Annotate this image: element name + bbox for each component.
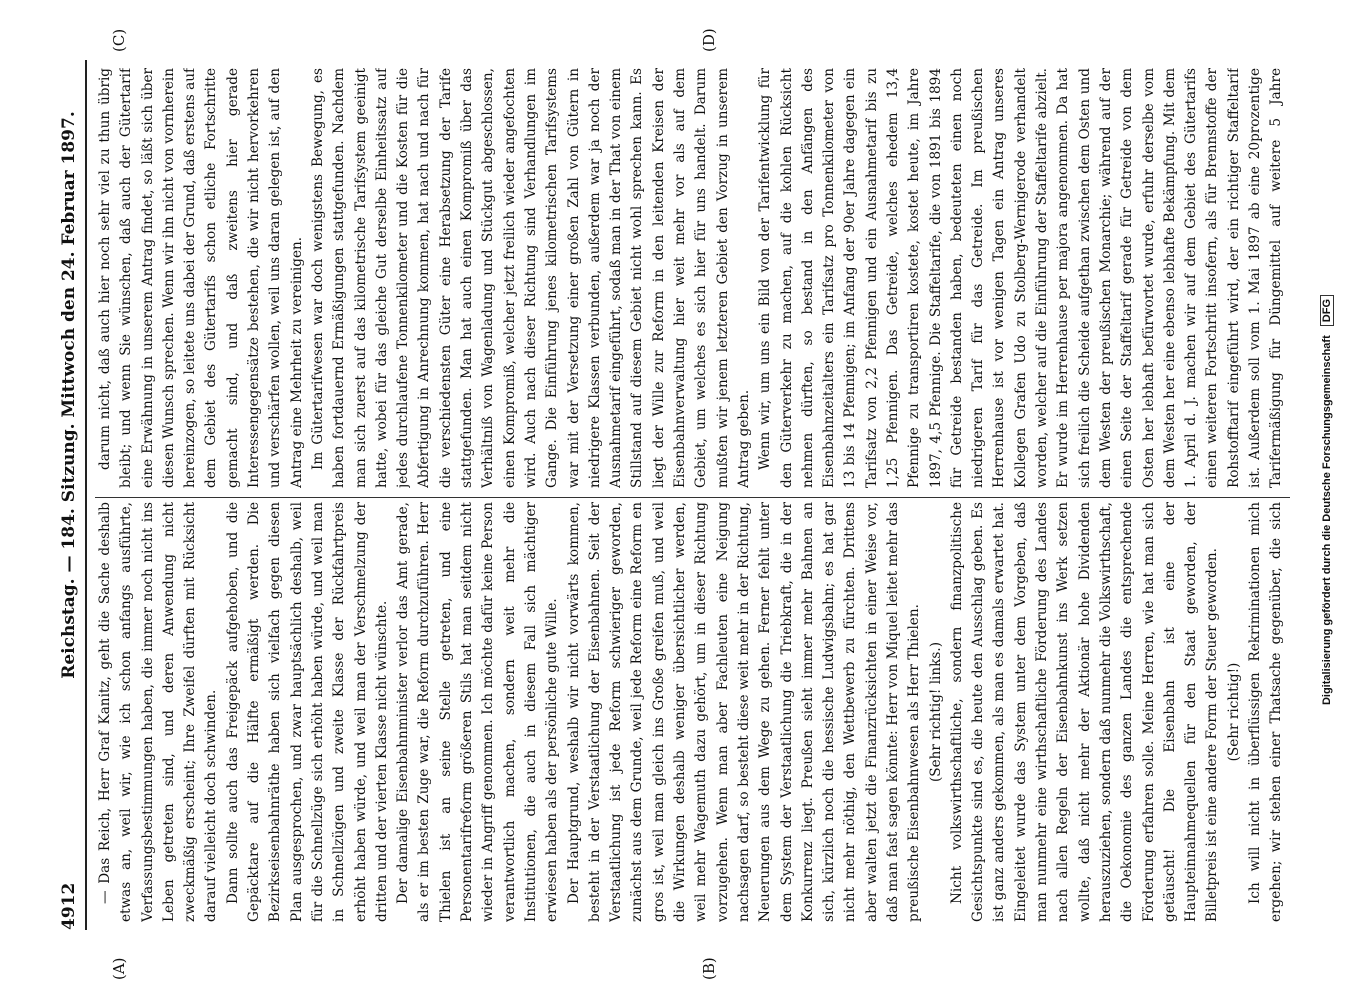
paragraph: Ich will nicht in überflüssigen Rekriminationen mich ergehen; wir stehen einer Thatsache gegenüber, die sich <box>1247 502 1285 922</box>
paragraph: darum nicht, daß auch hier noch sehr viel zu thun übrig bleibt; und wenn Sie wünschen, daß auch der Gütertarif eine Erwähnung in unserem Antrag findet, so läßt sich über diesen Wunsch sprechen. Wenn wir ihn nicht von vornherein hereinzogen, so leitete uns dabei der Grund, daß erstens auf dem Gebiet des Gütertarifs schon etliche Fortschritte gemacht sind, und daß zweitens hier gerade Interessengegensätze bestehen, die wir nicht hervorkehren und verschärfen wollen, weil uns daran gelegen ist, auf den Antrag eine Mehrheit zu vereinigen. <box>97 68 305 488</box>
dfg-logo: DFG <box>1320 295 1334 326</box>
digitization-credit <box>1320 0 1334 1000</box>
paragraph: Im Gütertarifwesen war doch wenigstens Bewegung, es haben fortdauernd Ermäßigungen stattgefunden. Nachdem man sich zuerst auf das kilometrische Tarifsystem geeinigt hatte, wobei für das gleiche Gut derselbe Einheitssatz auf jedes durchlaufene Tonnenkilometer und die Kosten für die Abfertigung in Anrechnung kommen, hat nach und nach für die verschiedensten Güter eine Herabsetzung der Tarife stattgefunden. Man hat auch einen Kompromiß über das Verhältniß von Wagenladung und Stückgut abgeschlossen, einen Kompromiß, welcher jetzt freilich wieder angefochten wird. Auch nach dieser Richtung sind Verhandlungen im Gange. Die Einführung jenes kilometrischen Tarifsystems war mit der Versetzung einer großen Zahl von Gütern in niedrigere Klassen verbunden, außerdem war ja noch der Ausnahmetarif eingeführt, sodaß man in der That von einem Stillstand auf diesem Gebiet nicht wohl sprechen kann. Es liegt der Wille zur Reform in den leitenden Kreisen der Eisenbahnverwaltung hier weit mehr vor als auf dem Gebiet, um welches es sich hier für uns handelt. Darum mußten wir jenem letzteren Gebiet den Vorzug in unserem Antrag geben. <box>309 68 752 488</box>
page-title: Reichstag. — 184. Sitzung. Mittwoch den 24. Februar 1897. <box>59 111 79 679</box>
left-column <box>95 502 1290 922</box>
interjection: (Sehr richtig!) <box>1225 662 1242 762</box>
margin-mark-c: (C) <box>110 28 128 52</box>
interjection: (Sehr richtig! links.) <box>927 641 944 783</box>
paragraph: Dann sollte auch das Freigepäck aufgehoben, und die Gepäcktare auf die Hälfte ermäßigt werden. Die Bezirkseisenbahnräthe haben sich vielfach gegen diesen Plan ausgesprochen, und zwar hauptsächlich deshalb, weil für die Schnellzüge sich erhöht haben würde, und weil man in Schnellzügen und zweite Klasse der Rückfahrtpreis erhöht haben würde, und weil man der Verschmelzung der dritten und der vierten Klasse nicht wünschte. <box>224 502 390 922</box>
margin-mark-d: (D) <box>700 28 718 52</box>
margin-mark-a: (A) <box>110 957 128 980</box>
margin-mark-b: (B) <box>700 957 718 980</box>
credit-text: Digitalisierung gefördert durch die Deutsche Forschungsgemeinschaft <box>1321 335 1333 706</box>
paragraph: Der damalige Eisenbahnminister verlor das Amt gerade, als er im besten Zuge war, die Reform durchzuführen. Herr Thielen ist an seine Stelle getreten, und eine Personentarifreform größeren Stils hat man seitdem nicht wieder in Angriff genommen. Ich möchte dafür keine Person verantwortlich machen, sondern weit mehr die Institutionen, die auch in diesem Fall sich mächtiger erwiesen haben als der persönliche gute Wille. <box>395 502 561 922</box>
paragraph: — Das Reich, Herr Graf Kanitz, geht die Sache deshalb etwas an, weil wir, wie ich schon anfangs ausführte, Verfassungsbestimmungen haben, die immer noch nicht ins Leben getreten sind, und deren Anwendung nicht zweckmäßig erscheint; Ihre Zweifel dürften mit Rücksicht darauf vielleicht doch schwinden. <box>97 502 220 922</box>
column-divider <box>95 497 1290 498</box>
page-header <box>55 60 87 930</box>
page-number: 4912 <box>59 882 79 930</box>
paragraph: Der Hauptgrund, weshalb wir nicht vorwärts kommen, besteht in der Verstaatlichung der Eisenbahnen. Seit der Verstaatlichung ist jede Reform schwieriger geworden, zunächst aus dem Grunde, weil jede Reform eine Reform en gros ist, weil man gleich ins Große greifen muß, und weil die Wirkungen deshalb weniger übersichtlicher werden, weil mehr Wagemuth dazu gehört, um in dieser Richtung vorzugehen. Wenn man aber Fachleuten eine Neigung nachsagen darf, so besteht diese weit mehr in der Richtung, Neuerungen aus dem Wege zu gehen. Ferner fehlt unter dem System der Verstaatlichung die Triebkraft, die in der Konkurrenz liegt. Preußen sieht immer mehr Bahnen an sich, kürzlich noch die hessische Ludwigsbahn; es hat gar nicht mehr nöthig, den Wettbewerb zu fürchten. Drittens aber walten jetzt die Finanzrücksichten in einer Weise vor, daß man fast sagen könnte: Herr von Miquel leitet mehr das preußische Eisenbahnwesen als Herr Thielen. <box>565 502 923 922</box>
paragraph: Wenn wir, um uns ein Bild von der Tarifentwicklung für den Güterverkehr zu machen, auf die kohlen Rücksicht nehmen dürften, so bestand in den Anfängen des Eisenbahnzeitalters ein Tarifsatz pro Tonnenkilometer von 13 bis 14 Pfennigen; im Anfang der 90er Jahre dagegen ein Tarifsatz von 2,2 Pfennigen und ein Ausnahmetarif bis zu 1,25 Pfennigen. Das Getreide, welches ehedem 13,4 Pfennige zu transportiren kostete, kostet heute, im Jahre 1897, 4,5 Pfennige. Die Staffeltarife, die von 1891 bis 1894 für Getreide bestanden haben, bedeuteten einen noch niedrigeren Tarif für das Getreide. Im preußischen Herrenhause ist vor wenigen Tagen ein Antrag unseres Kollegen Grafen Udo zu Stolberg-Wernigerode verhandelt worden, welcher auf die Einführung der Staffeltarife abzielt. Er wurde im Herrenhause per majora angenommen. Da hat sich freilich die Scheide aufgethan zwischen dem Osten und dem Westen der preußischen Monarchie; während auf der einen Seite der Staffeltarif gerade für Getreide von dem Osten her lebhaft befürwortet wurde, erfuhr derselbe vom dem Westen her eine ebenso lebhafte Bekämpfung. Mit dem 1. April d. J. machen wir auf dem Gebiet des Gütertarifs einen weiteren Fortschritt insofern, als für Brennstoffe der Rohstofftarif eingeführt wird, der ein richtiger Staffeltarif ist. Außerdem soll vom 1. Mai 1897 ab eine 20prozentige Tarifermäßigung für Düngemittel auf weitere 5 Jahre <box>757 68 1285 488</box>
right-column <box>95 68 1290 488</box>
paragraph: Nicht volkswirthschaftliche, sondern finanzpolitische Gesichtspunkte sind es, die heute den Ausschlag geben. Es ist ganz anders gekommen, als man es damals erwartet hat. Eingeleitet wurde das System unter dem Vorgeben, daß man nunmehr eine wirthschaftliche Förderung des Landes nach allen Regeln der Eisenbahnkunst ins Werk setzen wollte, daß nicht mehr der Aktionär hohe Dividenden herauszuziehen, sondern daß nunmehr die Volkswirthschaft, die Oekonomie des ganzen Landes die entsprechende Förderung erfahren solle. Meine Herren, wie hat man sich getäuscht! Die Eisenbahn ist eine der Haupteinnahmequellen für den Staat geworden, der Billetpreis ist eine andere Form der Steuer geworden. <box>948 502 1221 922</box>
